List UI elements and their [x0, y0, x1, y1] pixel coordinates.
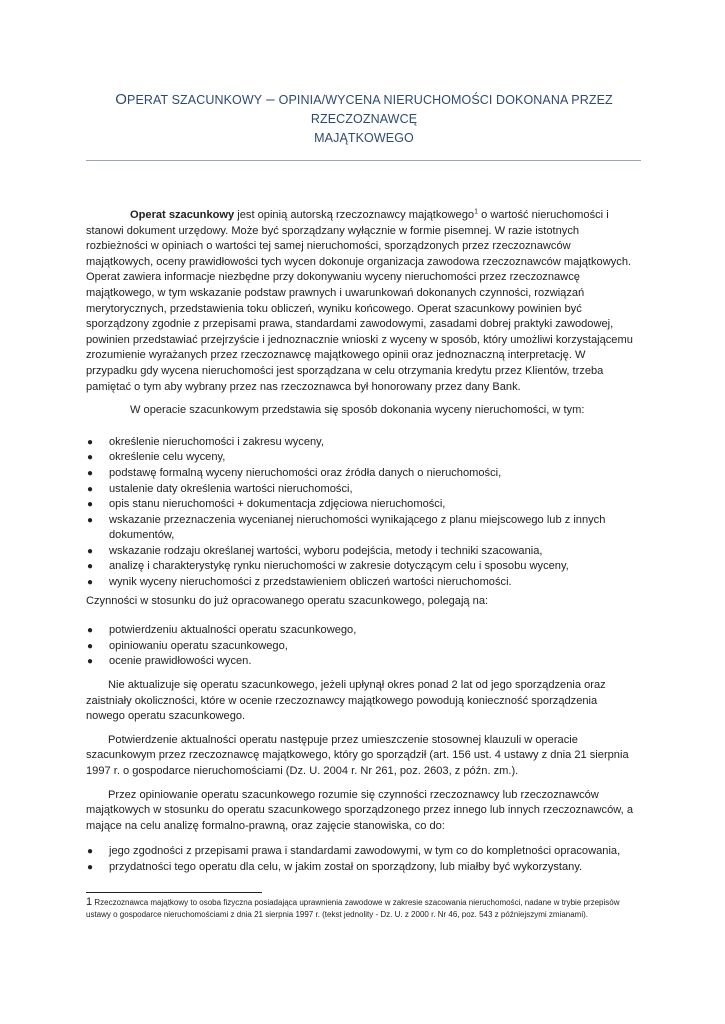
method-list-item [86, 559, 638, 575]
paragraph-no-update: Nie aktualizuje się operatu szacunkowego, jeżeli upłynął okres ponad 2 lat od jego sporządzenia oraz zaistniały okoliczności, które w ocenie rzeczoznawcy majątkowego powodują konieczność sporządzenia nowego operatu szacunkowego. [86, 679, 606, 723]
method-intro: W operacie szacunkowym przedstawia się sposób dokonania wyceny nieruchomości, w tym: [130, 404, 585, 417]
method-list-item-text: analizę i charakterystykę rynku nieruchomości w zakresie dotyczącym celu i sposobu wyceny, [109, 560, 569, 573]
footnote [86, 897, 642, 920]
method-list-item [86, 466, 638, 482]
bullet-icon: ● [87, 545, 94, 557]
intro-text-b: o wartość nieruchomości i stanowi dokument urzędowy. Może być sporządzany wyłącznie w formie pisemnej. W razie istotnych rozbieżności w opiniach o wartości tej samej nieruchomości, sporządzonych przez rzeczoznawców majątkowych, oceny prawidłowości tych wycen dokonuje organizacja zawodowa rzeczoznawców majątkowych. Operat zawiera informacje niezbędne przy dokonywaniu wyceny nieruchomości przez rzeczoznawcę majątkowego, w tym wskazanie podstaw prawnych i uwarunkowań dokonanych czynności, rozwiązań merytorycznych, przedstawienia toku obliczeń, wyniku końcowego. Operat szacunkowy powinien być sporządzony zgodnie z przepisami prawa, standardami zawodowymi, zasadami dobrej praktyki zawodowej, powinien przedstawiać przejrzyście i jednoznacznie wnioski z wyceny w sposób, który umożliwi korzystającemu zrozumienie wyrażanych przez rzeczoznawcę majątkowego opinii oraz jednoznaczną interpretację. W przypadku gdy wycena nieruchomości jest sporządzana w celu otrzymania kredytu przez Klientów, trzeba pamiętać o tym aby wybrany przez nas rzeczoznawca był honorowany przez dany Bank. [86, 209, 633, 393]
actions-intro: Czynności w stosunku do już opracowanego operatu szacunkowego, polegają na: [86, 594, 489, 607]
actions-list-item [86, 654, 638, 670]
title-subtitle-line2: MAJĄTKOWEGO [314, 131, 414, 145]
method-list-item [86, 575, 638, 591]
paragraph-opinion: Przez opiniowanie operatu szacunkowego rozumie się czynności rzeczoznawcy lub rzeczoznawców majątkowych w stosunku do operatu szacunkowego sporządzonego przez innego lub innych rzeczoznawców, a mające na celu analizę formalno-prawną, oraz zajęcie stanowiska, co do: [86, 788, 633, 832]
title-main: PERAT SZACUNKOWY [127, 93, 263, 107]
title-lead-letter: O [115, 91, 128, 108]
method-list-item-text: określenie nieruchomości i zakresu wyceny, [109, 435, 324, 448]
document-title [86, 90, 642, 148]
actions-list-item-text: potwierdzeniu aktualności operatu szacunkowego, [109, 624, 357, 637]
opinion-list-item-text: przydatności tego operatu dla celu, w jakim został on sporządzony, lub miałby być wykorzystany. [109, 860, 583, 873]
document-body [86, 208, 638, 876]
footnote-divider [86, 892, 262, 893]
bullet-icon: ● [87, 483, 94, 495]
paragraph-confirm: Potwierdzenie aktualności operatu następuje przez umieszczenie stosownej klauzuli w operacie szacunkowym przez rzeczoznawcę majątkowego, który go sporządził (art. 156 ust. 4 ustawy z dnia 21 sierpnia 1997 r. o gospodarce nieruchomościami (Dz. U. 2004 r. Nr 261, poz. 2603, z późn. zm.). [86, 733, 629, 777]
method-list-item [86, 544, 638, 560]
bullet-icon: ● [87, 514, 94, 526]
actions-list-item-text: ocenie prawidłowości wycen. [109, 655, 252, 668]
method-list-item-text: ustalenie daty określenia wartości nieruchomości, [109, 482, 353, 495]
method-list-item [86, 497, 638, 513]
method-list-item-text: podstawę formalną wyceny nieruchomości oraz źródła danych o nieruchomości, [109, 466, 502, 479]
method-list-item [86, 513, 638, 544]
bullet-icon: ● [87, 640, 94, 652]
method-list-item-text: wskazanie rodzaju określanej wartości, wyboru podejścia, metody i techniki szacowania, [109, 544, 543, 557]
intro-text-a: jest opinią autorską rzeczoznawcy majątkowego [234, 209, 475, 221]
opinion-list-item [86, 860, 638, 876]
bullet-icon: ● [87, 436, 94, 448]
actions-list-item [86, 623, 638, 639]
method-list-item-text: wynik wyceny nieruchomości z przedstawieniem obliczeń wartości nieruchomości. [109, 576, 512, 589]
intro-paragraph [86, 208, 638, 395]
bullet-icon: ● [87, 452, 94, 464]
bullet-icon: ● [87, 625, 94, 637]
intro-term: Operat szacunkowy [130, 209, 235, 221]
title-subtitle-line1: OPINIA/WYCENA NIERUCHOMOŚCI DOKONANA PRZEZ RZECZOZNAWCĘ [278, 93, 613, 126]
bullet-icon: ● [87, 467, 94, 479]
actions-list-item-text: opiniowaniu operatu szacunkowego, [109, 639, 288, 652]
method-list-item [86, 450, 638, 466]
footnote-ref[interactable]: 1 [474, 208, 478, 216]
method-list-item [86, 482, 638, 498]
bullet-icon: ● [87, 656, 94, 668]
bullet-icon: ● [87, 861, 94, 873]
actions-list-item [86, 639, 638, 655]
actions-list [86, 623, 638, 670]
method-list-item-text: opis stanu nieruchomości + dokumentacja zdjęciowa nieruchomości, [109, 498, 446, 511]
title-divider [86, 160, 641, 161]
method-list-item-text: wskazanie przeznaczenia wycenianej nieruchomości wynikającego z planu miejscowego lub z innych dokumentów, [109, 513, 606, 542]
method-list [86, 435, 638, 591]
opinion-list [86, 844, 638, 875]
bullet-icon: ● [87, 499, 94, 511]
bullet-icon: ● [87, 561, 94, 573]
footnote-number: 1 [86, 896, 93, 908]
method-list-item-text: określenie celu wyceny, [109, 451, 226, 464]
footnote-text: Rzeczoznawca majątkowy to osoba fizyczna posiadająca uprawnienia zawodowe w zakresie szacowania nieruchomości, nadane w trybie przepisów ustawy o gospodarce nieruchomościami z dnia 21 sierpnia 1997 r. (tekst jednolity - Dz. U. z 2000 r. Nr 46, poz. 543 z późniejszymi zmianami). [86, 898, 620, 919]
title-dash: – [266, 91, 275, 108]
opinion-list-item [86, 844, 638, 860]
bullet-icon: ● [87, 846, 94, 858]
method-list-item [86, 435, 638, 451]
bullet-icon: ● [87, 577, 94, 589]
opinion-list-item-text: jego zgodności z przepisami prawa i standardami zawodowymi, w tym co do kompletności opracowania, [109, 845, 621, 858]
